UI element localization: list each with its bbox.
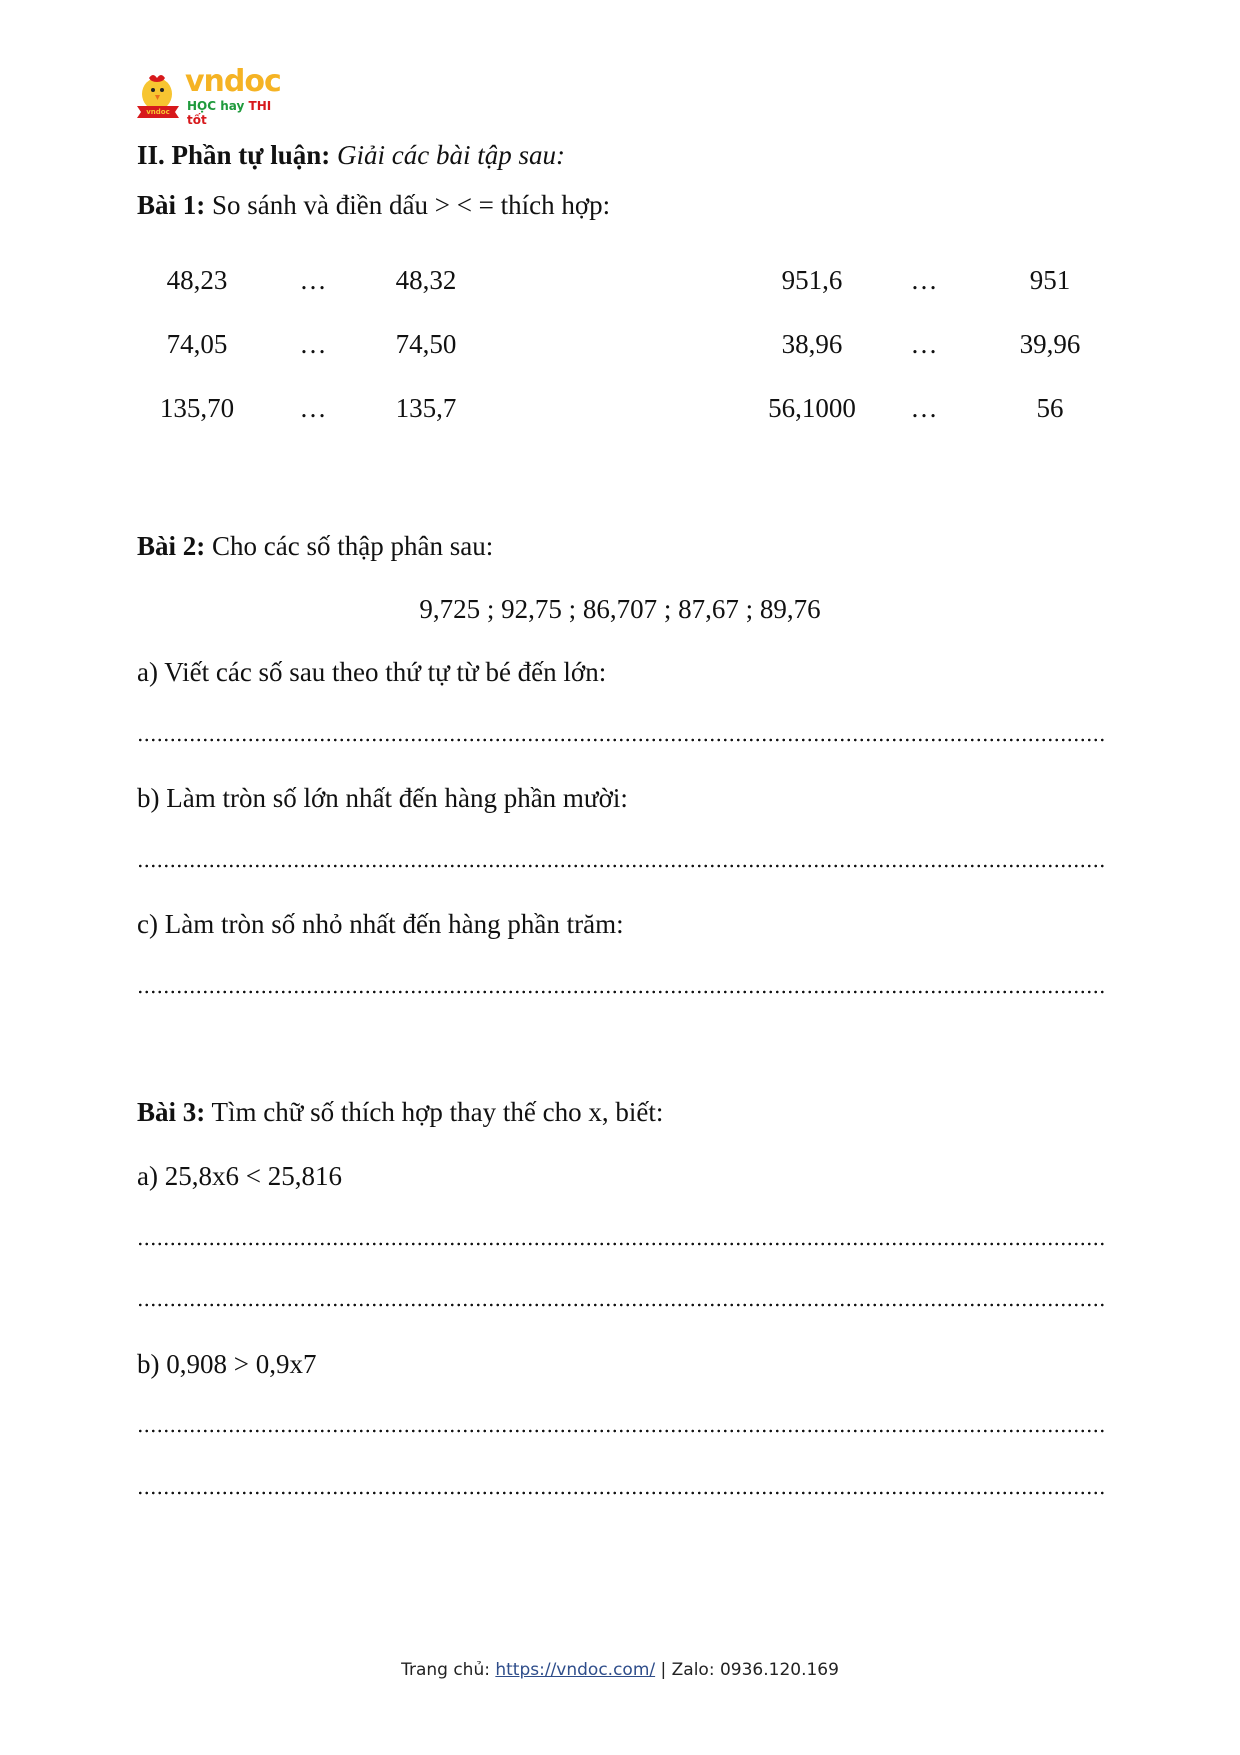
left-value: 38,96 (781, 329, 843, 359)
left-value: 74,05 (166, 329, 228, 359)
left-value: 135,70 (159, 393, 235, 423)
right-value: 39,96 (1019, 329, 1081, 359)
compare-blank[interactable]: … (910, 265, 938, 295)
answer-line[interactable] (137, 1303, 1105, 1307)
section-heading (137, 139, 565, 171)
footer-contact: | Zalo: 0936.120.169 (655, 1660, 839, 1680)
exercise-3a-prompt: a) 25,8x6 < 25,816 (137, 1161, 342, 1191)
homepage-link[interactable]: https://vndoc.com/ (495, 1660, 656, 1680)
compare-blank[interactable]: … (299, 329, 327, 359)
compare-blank[interactable]: … (299, 265, 327, 295)
exercise-3-text: Tìm chữ số thích hợp thay thế cho x, biết: (211, 1097, 664, 1127)
right-value: 135,7 (395, 393, 457, 423)
logo-slogan: HỌC hay THI tốt (187, 99, 272, 127)
exercise-1-text: So sánh và điền dấu > < = thích hợp: (212, 190, 611, 220)
exercise-2a-prompt: a) Viết các số sau theo thứ tự từ bé đến lớn: (137, 657, 607, 687)
answer-line[interactable] (137, 990, 1105, 994)
exercise-3-label: Bài 3: (137, 1097, 206, 1127)
exercise-2-title (137, 530, 493, 562)
left-value: 48,23 (166, 265, 228, 295)
exercise-2-label: Bài 2: (137, 531, 206, 561)
right-value: 56 (1036, 393, 1064, 423)
exercise-2-text: Cho các số thập phân sau: (212, 531, 494, 561)
exercise-3b-prompt: b) 0,908 > 0,9x7 (137, 1349, 317, 1379)
answer-line[interactable] (137, 1429, 1105, 1433)
compare-blank[interactable]: … (910, 329, 938, 359)
compare-blank[interactable]: … (299, 393, 327, 423)
exercise-2c-prompt: c) Làm tròn số nhỏ nhất đến hàng phần trăm: (137, 909, 624, 939)
page-footer (0, 1660, 1240, 1680)
exercise-3-title (137, 1096, 663, 1128)
vndoc-logo (135, 64, 295, 127)
answer-line[interactable] (137, 738, 1105, 742)
exercise-1-title (137, 189, 610, 221)
right-value: 74,50 (395, 329, 457, 359)
decimal-number-list: 9,725 ; 92,75 ; 86,707 ; 87,67 ; 89,76 (419, 594, 821, 624)
compare-blank[interactable]: … (910, 393, 938, 423)
svg-text:vndoc: vndoc (146, 108, 170, 116)
logo-brand: vndoc (185, 64, 281, 99)
right-value: 48,32 (395, 265, 457, 295)
section-heading-bold: II. Phần tự luận: (137, 140, 331, 170)
chicken-mascot-icon (135, 72, 181, 118)
section-heading-italic: Giải các bài tập sau: (337, 140, 565, 170)
answer-line[interactable] (137, 1491, 1105, 1495)
left-value: 56,1000 (768, 393, 856, 423)
exercise-2b-prompt: b) Làm tròn số lớn nhất đến hàng phần mười: (137, 783, 628, 813)
exercise-1-label: Bài 1: (137, 190, 206, 220)
footer-prefix: Trang chủ: (401, 1660, 496, 1680)
right-value: 951 (1029, 265, 1071, 295)
answer-line[interactable] (137, 864, 1105, 868)
answer-line[interactable] (137, 1242, 1105, 1246)
left-value: 951,6 (781, 265, 843, 295)
